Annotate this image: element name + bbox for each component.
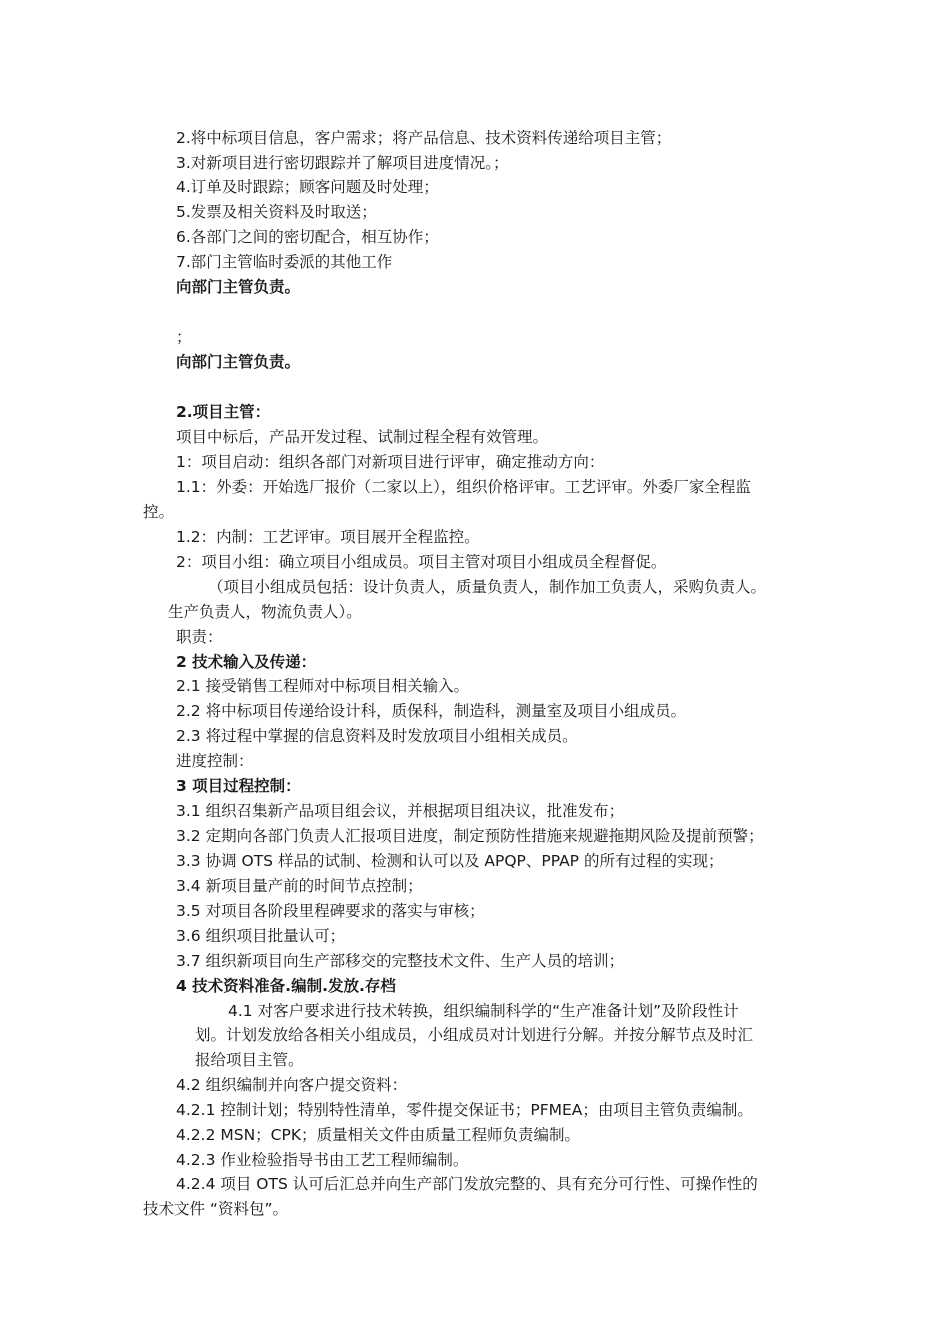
text-line: 4.2.2 MSN；CPK；质量相关文件由质量工程师负责编制。	[176, 1126, 581, 1144]
text-line: 3.1 组织召集新产品项目组会议，并根据项目组决议，批准发布；	[176, 802, 625, 820]
text-line: 3.4 新项目量产前的时间节点控制；	[176, 877, 423, 895]
text-line: 7.部门主管临时委派的其他工作	[176, 253, 393, 271]
text-line: 3.5 对项目各阶段里程碑要求的落实与审核；	[176, 902, 485, 920]
text-line: 4.2.3 作业检验指导书由工艺工程师编制。	[176, 1151, 469, 1169]
text-line: 3.6 组织项目批量认可；	[176, 927, 346, 945]
text-line: 4.订单及时跟踪；顾客问题及时处理；	[176, 178, 439, 196]
text-line: 2.将中标项目信息，客户需求；将产品信息、技术资料传递给项目主管；	[176, 129, 672, 147]
text-line: ；	[176, 328, 192, 346]
text-line: 划。计划发放给各相关小组成员，小组成员对计划进行分解。并按分解节点及时汇	[195, 1026, 754, 1044]
text-line: 技术文件 “资料包”。	[143, 1200, 288, 1218]
text-line: （项目小组成员包括：设计负责人，质量负责人，制作加工负责人，采购负责人。	[208, 578, 767, 596]
text-line: 项目中标后，产品开发过程、试制过程全程有效管理。	[176, 428, 549, 446]
section-heading: 4 技术资料准备.编制.发放.存档	[176, 977, 396, 995]
text-line: 1：项目启动：组织各部门对新项目进行评审，确定推动方向：	[176, 453, 605, 471]
text-line: 生产负责人，物流负责人）。	[168, 603, 362, 621]
text-line: 4.2.1 控制计划；特别特性清单，零件提交保证书；PFMEA；由项目主管负责编制。	[176, 1101, 753, 1119]
text-line: 5.发票及相关资料及时取送；	[176, 203, 377, 221]
text-line: 3.7 组织新项目向生产部移交的完整技术文件、生产人员的培训；	[176, 952, 625, 970]
text-line: 2.3 将过程中掌握的信息资料及时发放项目小组相关成员。	[176, 727, 578, 745]
text-line: 2：项目小组：确立项目小组成员。项目主管对项目小组成员全程督促。	[176, 553, 667, 571]
text-line: 4.1 对客户要求进行技术转换，组织编制科学的“生产准备计划”及阶段性计	[228, 1002, 739, 1020]
text-line: 进度控制：	[176, 752, 254, 770]
text-line: 控。	[143, 503, 175, 521]
text-line: 职责：	[176, 628, 223, 646]
text-line: 6.各部门之间的密切配合，相互协作；	[176, 228, 439, 246]
text-line: 4.2.4 项目 OTS 认可后汇总并向生产部门发放完整的、具有充分可行性、可操作性的	[176, 1175, 758, 1193]
text-line: 3.2 定期向各部门负责人汇报项目进度，制定预防性措施来规避拖期风险及提前预警；	[176, 827, 764, 845]
text-line: 3.3 协调 OTS 样品的试制、检测和认可以及 APQP、PPAP 的所有过程的实现；	[176, 852, 724, 870]
text-line: 1.2：内制：工艺评审。项目展开全程监控。	[176, 528, 480, 546]
section-heading: 3 项目过程控制：	[176, 777, 301, 795]
text-line: 2.1 接受销售工程师对中标项目相关输入。	[176, 677, 470, 695]
text-line: 3.对新项目进行密切跟踪并了解项目进度情况。；	[176, 154, 509, 172]
text-line-bold: 向部门主管负责。	[176, 278, 301, 296]
section-heading: 2 技术输入及传递：	[176, 653, 317, 671]
text-line: 4.2 组织编制并向客户提交资料：	[176, 1076, 408, 1094]
text-line-bold: 向部门主管负责。	[176, 353, 301, 371]
text-line: 1.1：外委：开始选厂报价（二家以上），组织价格评审。工艺评审。外委厂家全程监	[176, 478, 751, 496]
text-line: 报给项目主管。	[195, 1051, 304, 1069]
text-line: 2.2 将中标项目传递给设计科，质保科，制造科，测量室及项目小组成员。	[176, 702, 687, 720]
section-heading: 2.项目主管：	[176, 403, 271, 421]
